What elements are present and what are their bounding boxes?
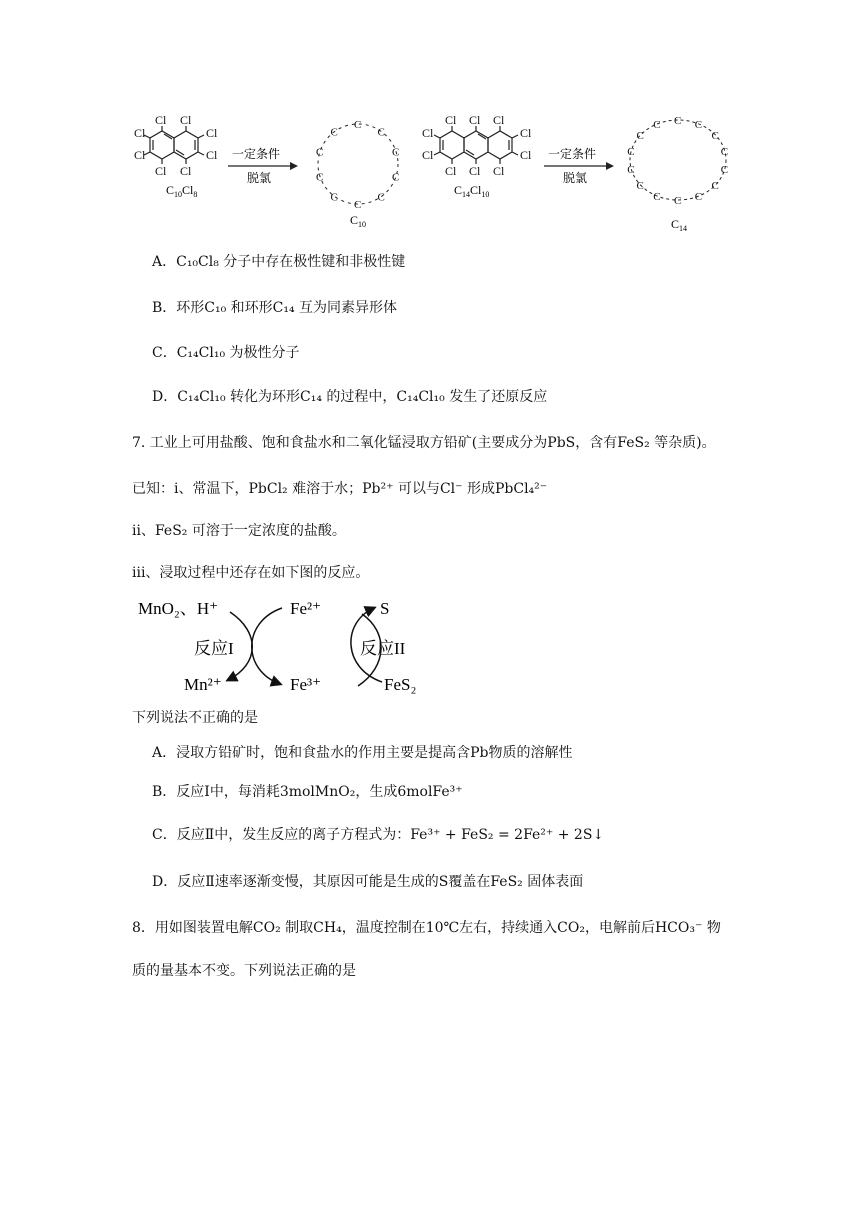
naphthalene-structure xyxy=(144,126,204,164)
q8-line-1: 8．用如图装置电解CO₂ 制取CH₄，温度控制在10℃左右，持续通入CO₂，电解前后HCO₃⁻ 物 xyxy=(132,920,721,936)
redox-cycle-diagram xyxy=(132,592,432,702)
carbon-atom: C xyxy=(674,115,682,127)
q7-option-a: A．浸取方铅矿时，饱和食盐水的作用主要是提高含Pb物质的溶解性 xyxy=(152,745,573,761)
carbon-atom: C xyxy=(636,130,644,143)
redox-cycle-svg xyxy=(132,592,432,702)
carbon-atom: C xyxy=(711,130,719,143)
carbon-atom: C xyxy=(316,171,324,184)
c14cl10-label: $C_{14}Cl_{10}$ xyxy=(454,183,490,199)
fe3-label: Fe³⁺ xyxy=(290,675,322,694)
c14-ring xyxy=(627,115,728,233)
reaction-1-arc-right xyxy=(252,608,282,684)
cl-label: Cl xyxy=(422,126,434,140)
arrow-top-label: 一定条件 xyxy=(232,147,281,161)
cl-label: Cl xyxy=(469,113,481,127)
cl-label: Cl xyxy=(206,148,218,162)
carbon-atom: C xyxy=(392,146,400,159)
cl-label: Cl xyxy=(155,113,167,127)
cl-label: Cl xyxy=(134,148,146,162)
reaction-2-label: 反应II xyxy=(360,639,406,658)
c14-label: $C_{14}$ xyxy=(671,217,688,233)
cl-label: Cl xyxy=(469,164,481,178)
anthracene-cl-labels xyxy=(422,113,532,178)
carbon-atom: C xyxy=(636,179,644,192)
carbon-atom: C xyxy=(627,163,635,176)
naphthalene-cl-labels xyxy=(134,113,218,178)
cl-label: Cl xyxy=(520,126,532,140)
mn2-label: Mn²⁺ xyxy=(184,675,222,694)
carbon-atom: C xyxy=(720,146,729,159)
carbon-atom: C xyxy=(694,119,703,131)
q6-option-c: C．C₁₄Cl₁₀ 为极性分子 xyxy=(152,345,300,361)
carbon-atom: C xyxy=(330,126,338,139)
q7-question: 下列说法不正确的是 xyxy=(132,710,258,726)
q6-option-b: B．环形C₁₀ 和环形C₁₄ 互为同素异形体 xyxy=(152,300,398,316)
q7-known-iii: iii、浸取过程中还存在如下图的反应。 xyxy=(132,565,370,581)
q6-option-d: D．C₁₄Cl₁₀ 转化为环形C₁₄ 的过程中，C₁₄Cl₁₀ 发生了还原反应 xyxy=(152,389,548,405)
carbon-atom: C xyxy=(694,191,703,203)
reaction-1-label: 反应I xyxy=(194,639,234,658)
carbon-atom: C xyxy=(330,191,338,204)
carbon-atom: C xyxy=(377,191,385,204)
cl-label: Cl xyxy=(134,126,146,140)
arrow-bottom-label: 脱氯 xyxy=(247,171,272,185)
cl-label: Cl xyxy=(180,113,192,127)
q7-option-b: B．反应Ⅰ中，每消耗3molMnO₂，生成6molFe³⁺ xyxy=(152,784,463,800)
cl-label: Cl xyxy=(520,148,532,162)
cl-label: Cl xyxy=(180,164,192,178)
cl-label: Cl xyxy=(206,126,218,140)
carbon-atom: C xyxy=(354,119,362,131)
carbon-atom: C xyxy=(674,195,682,207)
q7-option-c: C．反应Ⅱ中，发生反应的离子方程式为：Fe³⁺ + FeS₂ = 2Fe²⁺ + 2S↓ xyxy=(152,827,605,843)
carbon-atom: C xyxy=(711,179,719,192)
reactants-left: MnO₂、H⁺ xyxy=(138,599,219,618)
c10cl8-label: $C_{10}Cl_8$ xyxy=(166,183,198,199)
carbon-atom: C xyxy=(316,146,324,159)
anthracene-structure xyxy=(434,126,518,164)
arrow-1 xyxy=(228,146,298,185)
carbon-atom: C xyxy=(377,126,385,139)
cl-label: Cl xyxy=(493,164,505,178)
cl-label: Cl xyxy=(422,148,434,162)
arrow-bottom-label: 脱氯 xyxy=(563,171,588,185)
q7-known-i: 已知：ⅰ、常温下，PbCl₂ 难溶于水；Pb²⁺ 可以与Cl⁻ 形成PbCl₄²⁻ xyxy=(132,481,548,497)
q7-option-d: D．反应Ⅱ速率逐渐变慢，其原因可能是生成的S覆盖在FeS₂ 固体表面 xyxy=(152,874,584,890)
q6-option-a: A．C₁₀Cl₈ 分子中存在极性键和非极性键 xyxy=(152,254,406,270)
dechlorination-scheme xyxy=(120,112,740,237)
cl-label: Cl xyxy=(155,164,167,178)
q8-line-2: 质的量基本不变。下列说法正确的是 xyxy=(132,963,356,979)
carbon-atom: C xyxy=(720,163,729,176)
arrow-2 xyxy=(544,146,614,185)
carbon-atom: C xyxy=(627,146,635,159)
fe2-label: Fe²⁺ xyxy=(290,599,322,618)
carbon-atom: C xyxy=(653,119,661,131)
cl-label: Cl xyxy=(445,113,457,127)
c14-atoms xyxy=(627,115,728,207)
c10-ring xyxy=(316,119,399,229)
scheme-svg xyxy=(120,112,740,237)
c10-label: $C_{10}$ xyxy=(350,213,367,229)
q7-known-ii: ⅱ、FeS₂ 可溶于一定浓度的盐酸。 xyxy=(132,523,346,539)
cl-label: Cl xyxy=(445,164,457,178)
carbon-atom: C xyxy=(653,191,661,203)
fes2-label: FeS₂ xyxy=(384,675,417,694)
cl-label: Cl xyxy=(493,113,505,127)
carbon-atom: C xyxy=(392,171,400,184)
s-label: S xyxy=(380,599,390,618)
arrow-top-label: 一定条件 xyxy=(548,147,597,161)
c10-atoms xyxy=(316,119,399,211)
carbon-atom: C xyxy=(354,199,362,211)
q7-stem: 7. 工业上可用盐酸、饱和食盐水和二氧化锰浸取方铅矿(主要成分为PbS，含有FeS₂ 等杂质)。 xyxy=(132,435,716,451)
